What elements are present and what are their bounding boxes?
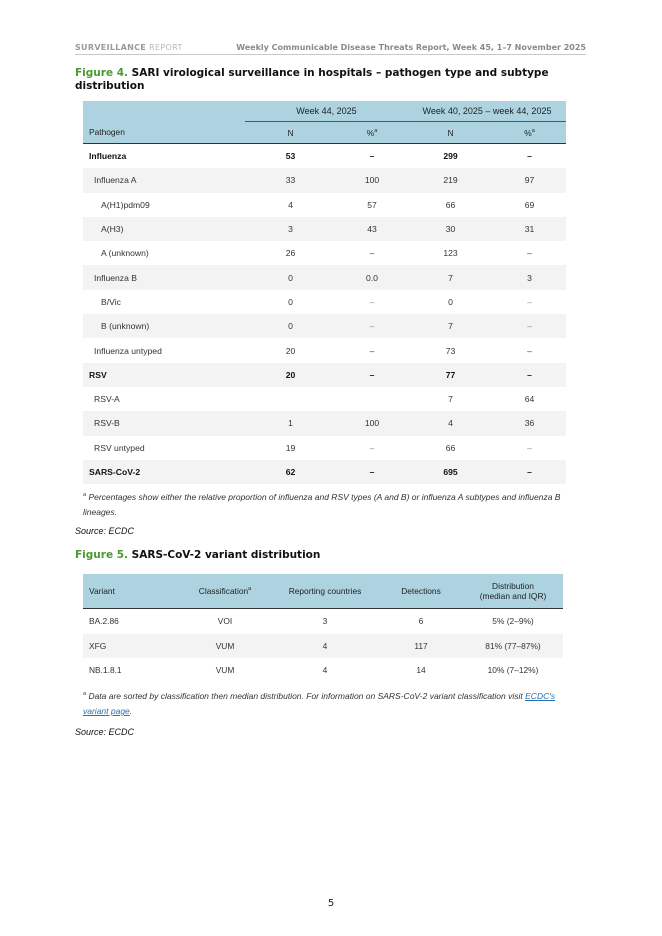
figure-5-number: Figure 5.	[75, 549, 129, 561]
table-row: B/Vic 0 – 0 –	[101, 296, 532, 307]
report-title: Weekly Communicable Disease Threats Report, Week 45, 1–7 November 2025	[236, 43, 586, 52]
table-row: SARS-CoV-2 62 – 695 –	[83, 460, 566, 484]
sari-col-n-range: N	[408, 122, 493, 144]
figure-4-caption: SARI virological surveillance in hospitals – pathogen type and subtype distribution	[75, 67, 549, 92]
variant-col-detections: Detections	[379, 574, 463, 609]
sari-col-pct-week: %$^a$	[336, 122, 408, 144]
variant-col-distribution: Distribution (median and IQR)	[463, 574, 563, 609]
sari-table	[83, 101, 566, 484]
table-row: RSV-A 7 64	[94, 394, 535, 405]
table-row: BA.2.86 VOI 3 6 5% (2–9%)	[89, 616, 534, 627]
figure-4-source: Source: ECDC	[75, 526, 135, 536]
table-row: RSV untyped 19 – 66 –	[94, 442, 532, 453]
sari-col-n-week: N	[245, 122, 336, 144]
page-number: 5	[327, 898, 335, 909]
figure-5-source: Source: ECDC	[75, 727, 135, 737]
figure-4-number: Figure 4.	[75, 67, 129, 79]
table-row: XFG VUM 4 117 81% (77–87%)	[83, 634, 563, 659]
brand-label: SURVEILLANCE REPORT	[75, 43, 183, 52]
variant-col-variant: Variant	[83, 574, 179, 609]
figure-5-caption: SARS-CoV-2 variant distribution	[131, 549, 321, 561]
table-row: Influenza untyped 20 – 73 –	[94, 345, 532, 356]
figure-4-title	[75, 67, 555, 93]
variant-page-link[interactable]: ECDC's variant page	[83, 691, 556, 716]
table-row: Influenza B 0 0.0 7 3	[83, 265, 566, 289]
table-row: RSV-B 1 100 4 36	[83, 411, 566, 435]
table-row: A (unknown) 26 – 123 –	[101, 248, 532, 259]
table-row: A(H1)pdm09 4 57 66 69	[101, 199, 535, 210]
table-row: A(H3) 3 43 30 31	[83, 217, 566, 241]
variant-table	[83, 574, 563, 683]
figure-5-footnote: $^a$ Data are sorted by classification then median distribution. For information on SARS-CoV-2 variant classification visit ECDC's variant page.	[83, 691, 556, 716]
sari-group-range: Week 40, 2025 – week 44, 2025	[408, 101, 566, 122]
table-row: Influenza 53 – 299 –	[89, 151, 532, 162]
sari-col-pathogen: Pathogen	[83, 122, 245, 144]
figure-4-footnote: $^a$ Percentages show either the relative proportion of influenza and RSV types (A and B) or influenza A subtypes and influenza B lineages.	[83, 492, 561, 517]
table-row: B (unknown) 0 – 7 –	[83, 314, 566, 338]
sari-col-pct-range: %$^a$	[493, 122, 566, 144]
table-row: RSV 20 – 77 –	[83, 363, 566, 387]
variant-col-countries: Reporting countries	[271, 574, 379, 609]
sari-header-blank	[83, 101, 245, 122]
sari-group-week: Week 44, 2025	[245, 101, 408, 122]
figure-5-title	[75, 549, 555, 562]
table-row: Influenza A 33 100 219 97	[83, 168, 566, 192]
variant-col-classification: Classification$^a$	[179, 574, 271, 609]
table-row: NB.1.8.1 VUM 4 14 10% (7–12%)	[89, 665, 539, 676]
page-header	[75, 43, 586, 55]
